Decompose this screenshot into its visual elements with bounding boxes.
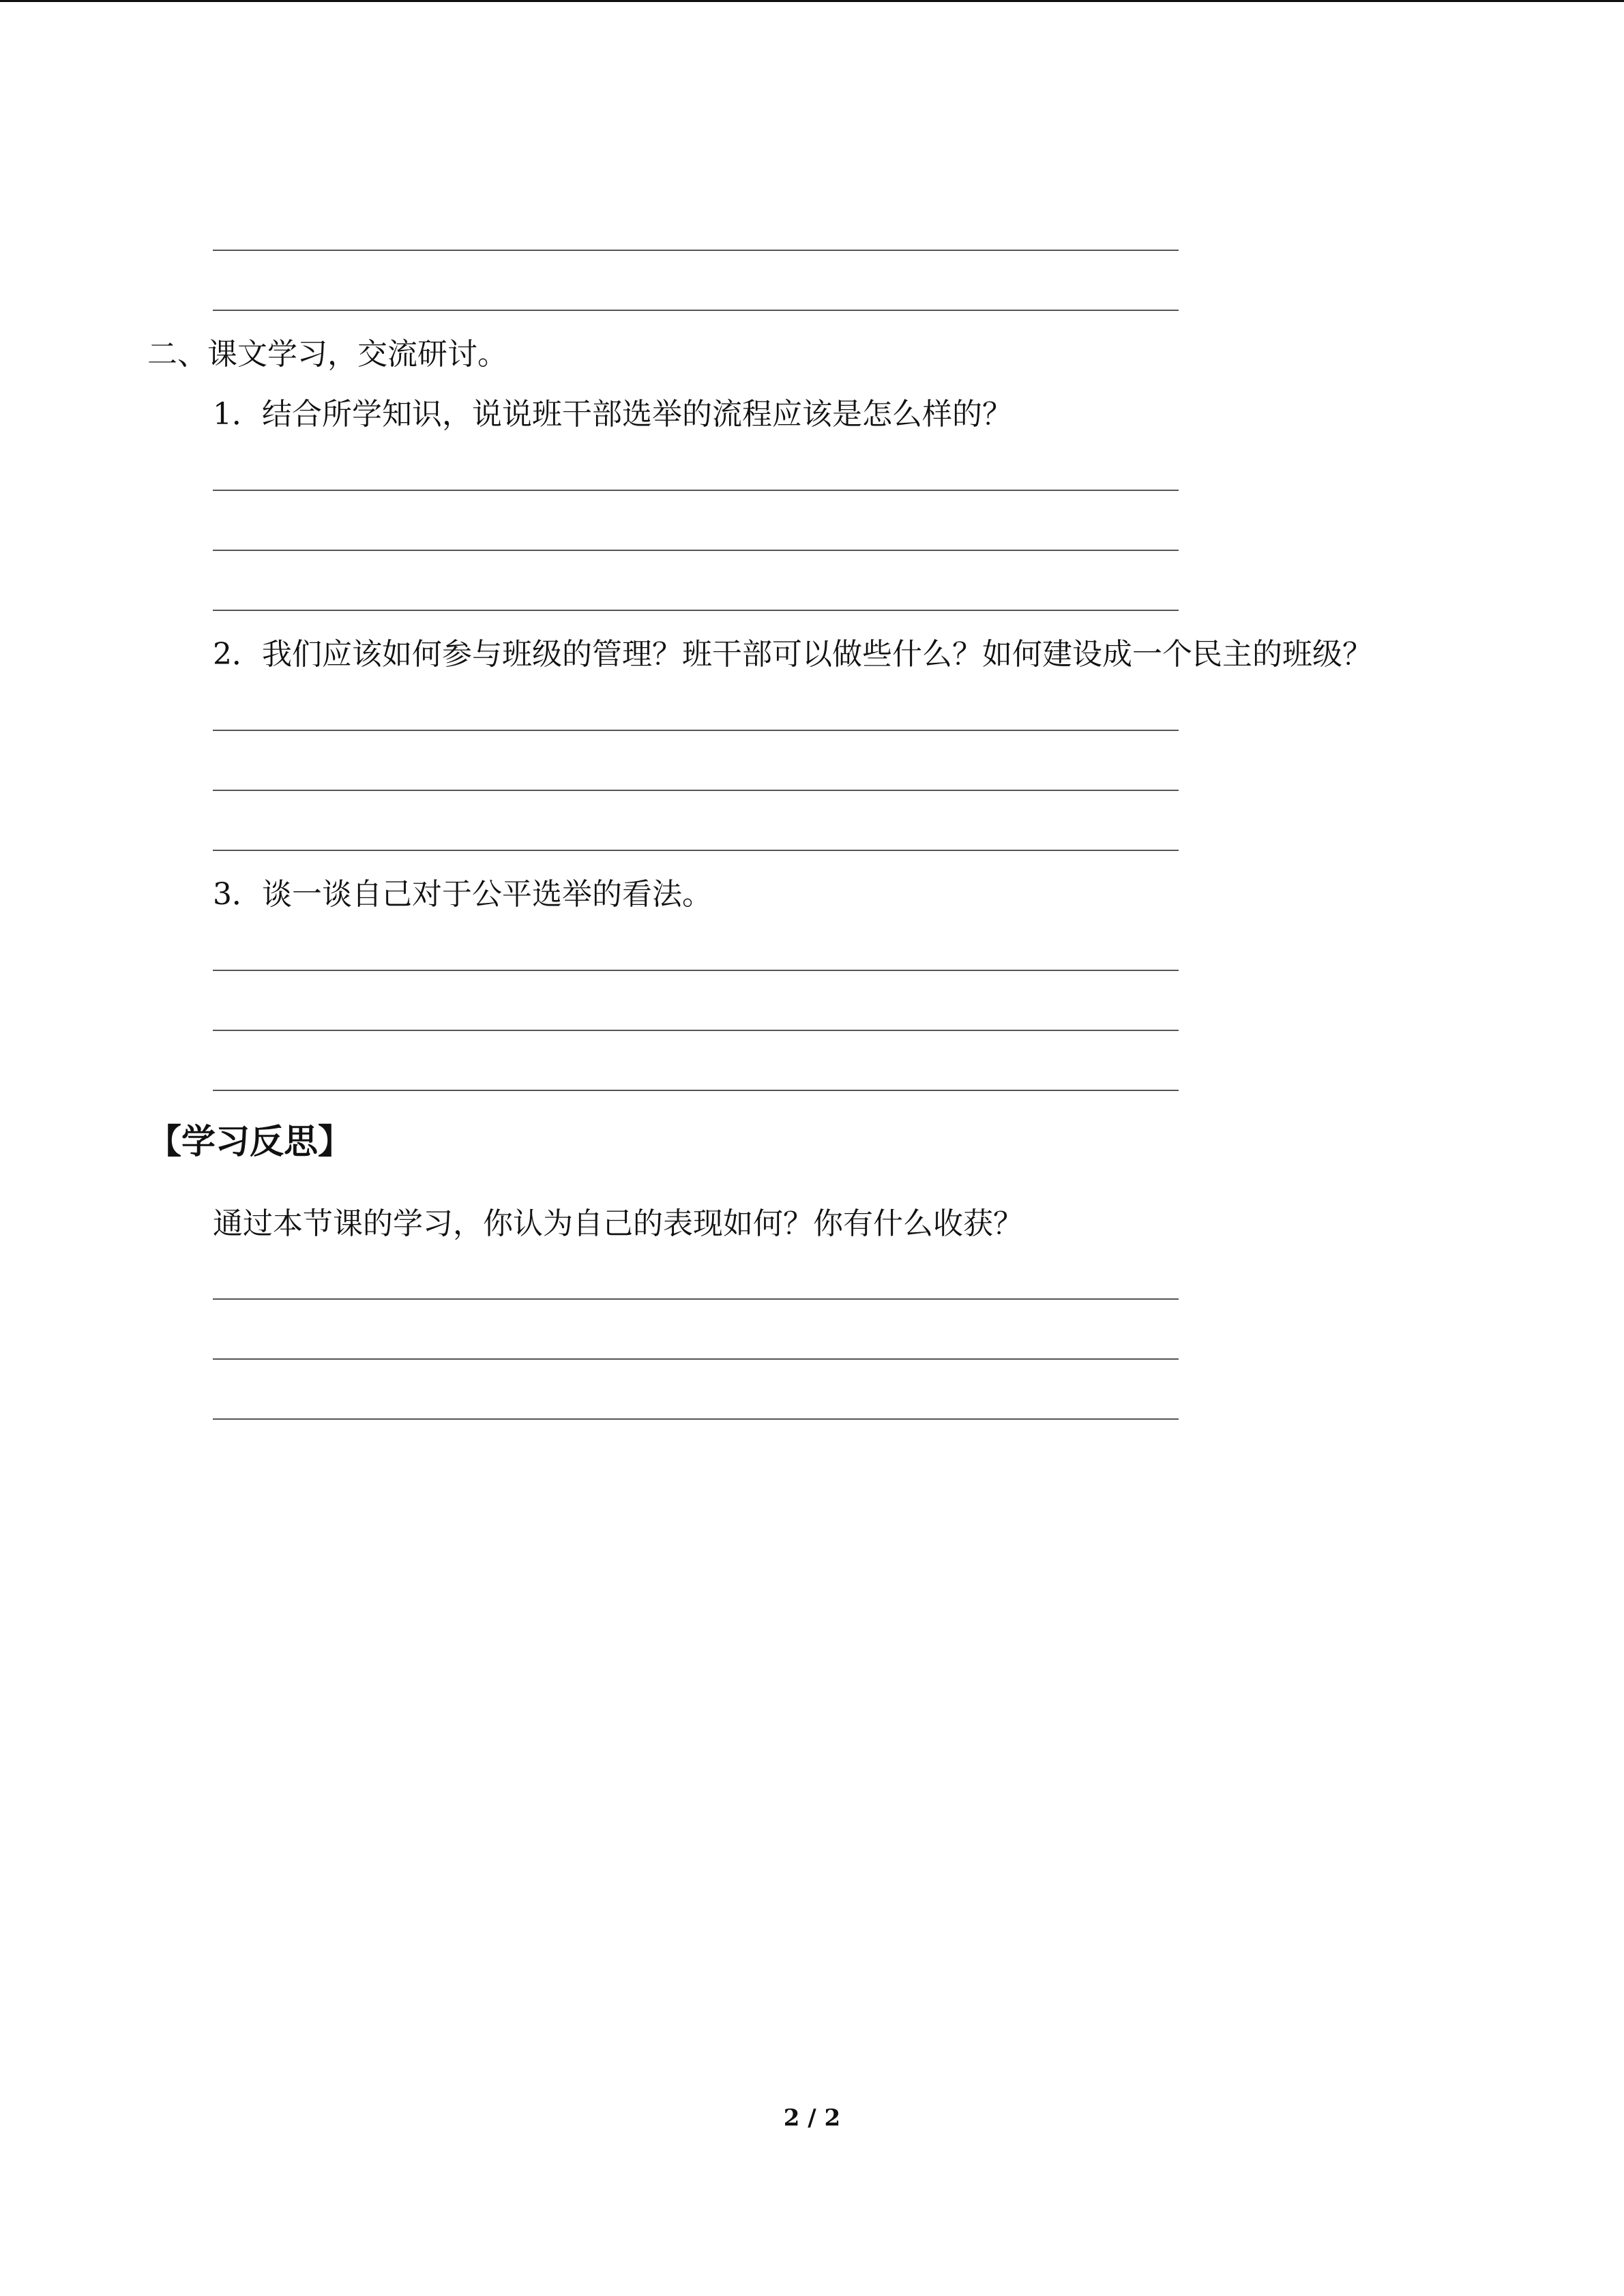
section-title: 二、课文学习，交流研讨。 <box>147 337 507 372</box>
answer-line[interactable] <box>213 790 1179 791</box>
question-2: 2．我们应该如何参与班级的管理？班干部可以做些什么？如何建设成一个民主的班级？ <box>213 637 1372 672</box>
answer-line[interactable] <box>213 610 1179 611</box>
answer-line[interactable] <box>213 1298 1179 1300</box>
reflection-heading: 【学习反思】 <box>147 1122 352 1161</box>
page-number: 2 / 2 <box>783 2104 841 2132</box>
answer-line[interactable] <box>213 490 1179 491</box>
question-1: 1．结合所学知识，说说班干部选举的流程应该是怎么样的？ <box>213 397 1012 432</box>
page-top-border <box>0 0 1624 2</box>
answer-line[interactable] <box>213 250 1179 251</box>
question-3: 3．谈一谈自己对于公平选举的看法。 <box>213 877 712 912</box>
answer-line[interactable] <box>213 850 1179 851</box>
answer-line[interactable] <box>213 1418 1179 1420</box>
answer-line[interactable] <box>213 1090 1179 1091</box>
answer-line[interactable] <box>213 550 1179 551</box>
answer-line[interactable] <box>213 730 1179 731</box>
reflection-prompt: 通过本节课的学习，你认为自己的表现如何？你有什么收获？ <box>213 1206 1023 1241</box>
answer-line[interactable] <box>213 1358 1179 1360</box>
answer-line[interactable] <box>213 970 1179 971</box>
answer-line[interactable] <box>213 310 1179 311</box>
answer-line[interactable] <box>213 1030 1179 1031</box>
